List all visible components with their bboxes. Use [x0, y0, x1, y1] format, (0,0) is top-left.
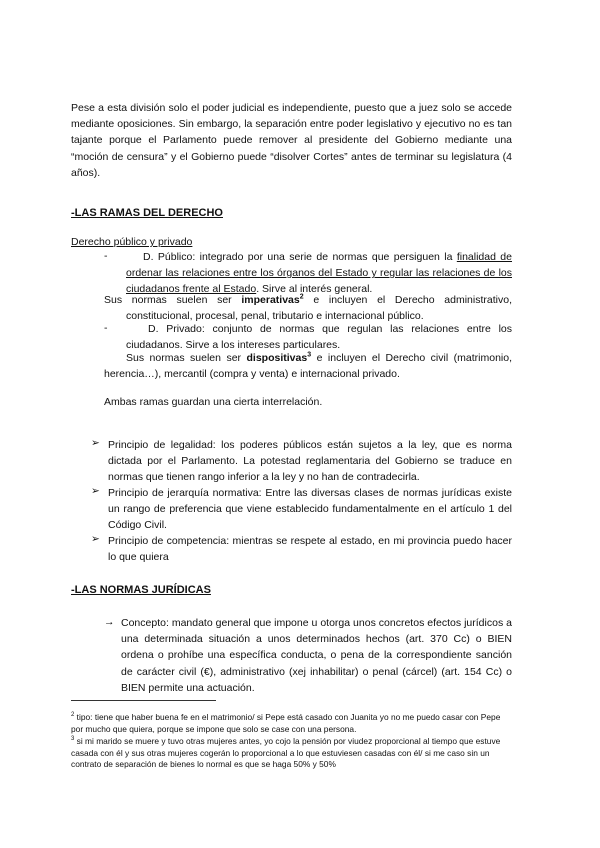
arrowhead-bullet-icon: ➢ [91, 485, 100, 497]
arrowhead-bullet-icon: ➢ [91, 437, 100, 449]
footnote-separator [71, 700, 216, 701]
arrowhead-bullet-icon: ➢ [91, 533, 100, 545]
footnote-text: tipo: tiene que haber buena fe en el matrimonio/ si Pepe está casado con Juanita yo no me puedo casar con Pepe por mucho que quiera, porque se impone que solo se case con una persona. [71, 712, 501, 734]
publico-tail: . Sirve al interés general. [256, 283, 373, 296]
privado-definition: D. Privado: conjunto de normas que regulan las relaciones entre los ciudadanos. Sirve a los intereses particulares. [126, 323, 512, 352]
privado-normas [104, 350, 512, 382]
publico-underlined: finalidad de ordenar las relaciones entre los órganos del Estado y regular las relaciones de los ciudadanos frente al Estado [126, 251, 512, 296]
principio-legalidad: Principio de legalidad: los poderes públicos están sujetos a la ley, que es norma dictada por el Parlamento. La potestad reglamentaria del Gobierno se traduce en normas que tienen rango inferior a la ley y no han de contradecirla. [108, 439, 512, 484]
dispositivas-term: dispositivas [246, 352, 308, 364]
footnote-number: 2 [71, 712, 75, 719]
footnote-ref-2: 2 [299, 293, 304, 301]
footnote-2 [71, 712, 511, 734]
footnote-3 [71, 736, 511, 770]
section-heading-normas: -LAS NORMAS JURÍDICAS [71, 584, 211, 596]
interrelacion-text: Ambas ramas guardan una cierta interrelación. [104, 396, 323, 408]
publico-normas-pre: Sus normas suelen ser [104, 294, 242, 306]
privado-normas-pre: Sus normas suelen ser [126, 352, 247, 364]
principio-jerarquia: Principio de jerarquía normativa: Entre las diversas clases de normas jurídicas existe un rango de preferencia que viene establecido fundamentalmente en el artículo 1 del Código Civil. [108, 487, 512, 532]
privado-normas-post: e incluyen el Derecho civil (matrimonio, herencia…), mercantil (compra y venta) e internacional privado. [104, 352, 512, 381]
principio-competencia: Principio de competencia: mientras se respete al estado, en mi provincia puedo hacer lo que quiera [108, 535, 512, 564]
footnote-text: si mi marido se muere y tuvo otras mujeres antes, yo cojo la pensión por viudez proporcional al tiempo que estuve casada con él y sus otras mujeres cogerán lo proporcional a lo que estuviesen casadas con él/ si me caso sin un contrato de separación de bienes lo normal es que se haga 50% y 50% [71, 736, 501, 769]
imperativas-term: imperativas [241, 294, 300, 306]
footnote-ref-3: 3 [307, 351, 312, 359]
publico-lead: D. Público: integrado por una serie de normas que persiguen la [143, 251, 457, 263]
publico-definition [126, 249, 512, 298]
publico-normas-post: e incluyen el Derecho administrativo, constitucional, procesal, penal, tributario e internacional público. [126, 294, 512, 323]
section-heading-ramas: -LAS RAMAS DEL DERECHO [71, 207, 223, 219]
dash-bullet: - [104, 322, 108, 334]
dash-bullet: - [104, 250, 108, 262]
concepto-norma: Concepto: mandato general que impone u otorga unos concretos efectos jurídicos a una determinada situación a unos determinados hechos (art. 370 Cc) o BIEN ordena o prohíbe una específica conducta, o pena de la correspondiente sanción de carácter civil (€), administrativo (xej inhabilitar) o penal (cárcel) (art. 154 Cc) o BIEN permite una actuación. [121, 617, 512, 694]
subheading-publico-privado: Derecho público y privado [71, 236, 193, 248]
footnote-number: 3 [71, 736, 75, 743]
right-arrow-icon: → [104, 616, 115, 628]
publico-normas [104, 292, 512, 324]
intro-paragraph: Pese a esta división solo el poder judicial es independiente, puesto que a juez solo se accede mediante oposiciones. Sin embargo, la separación entre poder legislativo y ejecutivo no es tan tajante porque el Parlamento puede remover al presidente del Gobierno mediante una “moción de censura” y el Gobierno puede “disolver Cortes” antes de terminar su legislatura (4 años). [71, 102, 512, 179]
